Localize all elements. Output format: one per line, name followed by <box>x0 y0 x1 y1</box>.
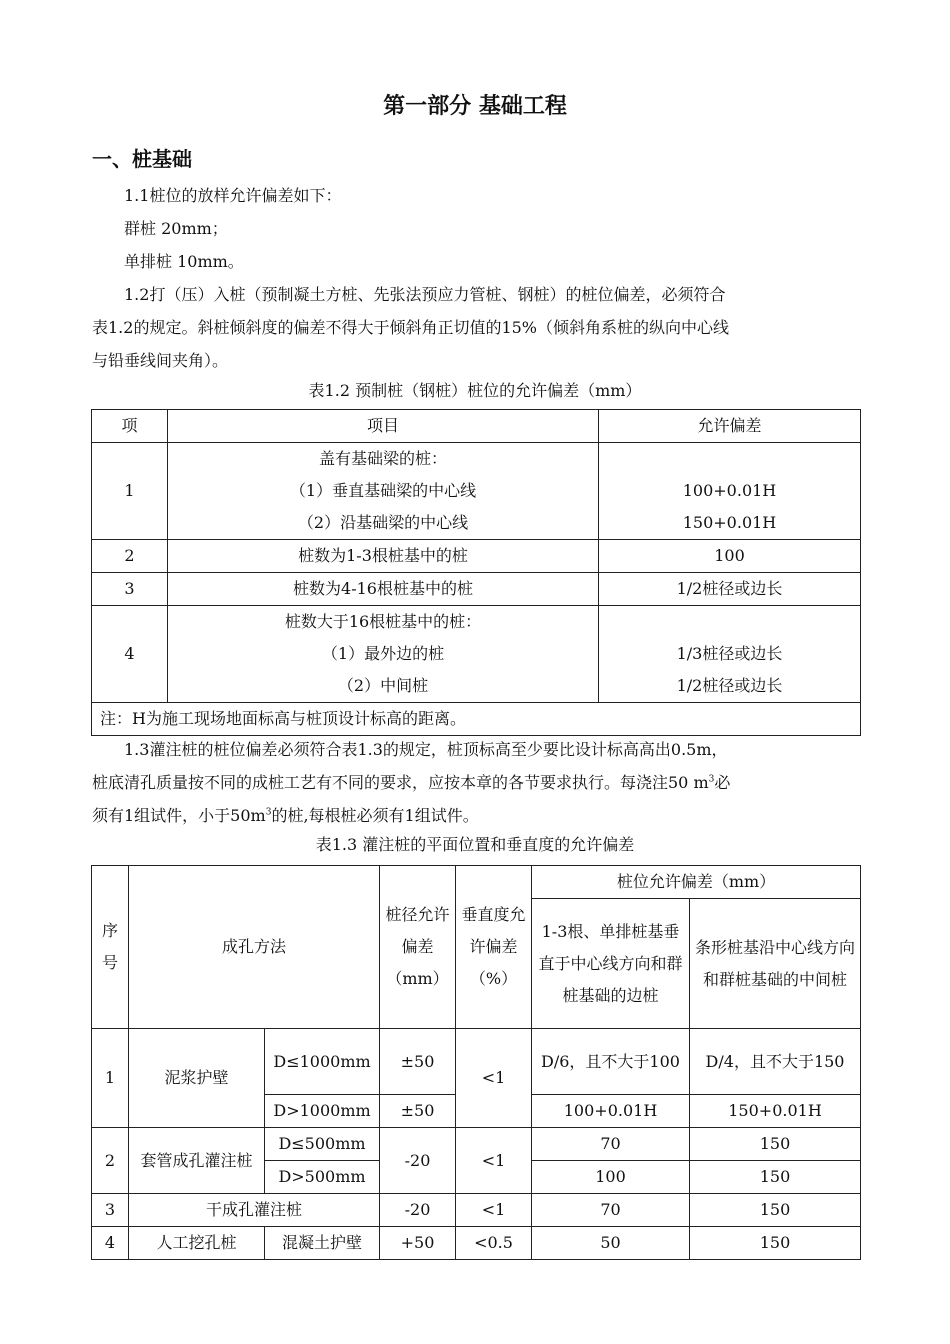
table-cell: 2 <box>92 540 168 573</box>
table-header: 桩位允许偏差（mm） <box>532 866 861 899</box>
paragraph-1-2-line1: 1.2打（压）入桩（预制凝土方桩、先张法预应力管桩、钢桩）的桩位偏差，必须符合 <box>124 285 726 304</box>
cell-line: 100+0.01H <box>682 481 777 500</box>
table-cell: 套管成孔灌注桩 <box>129 1128 265 1194</box>
cell-line: （1）最外边的桩 <box>321 644 445 663</box>
paragraph-1-1-single: 单排桩 10mm。 <box>124 252 244 271</box>
table-cell: 泥浆护壁 <box>129 1029 265 1128</box>
table-header: 序号 <box>92 866 129 1029</box>
cell-line: （2）沿基础梁的中心线 <box>297 513 469 532</box>
table-cell: -20 <box>380 1128 456 1194</box>
cell-line: 150+0.01H <box>682 513 777 532</box>
table-cell: 150 <box>690 1227 861 1260</box>
table-cell: D/6，且不大于100 <box>532 1029 690 1095</box>
section-heading: 一、桩基础 <box>92 147 192 171</box>
page-title: 第一部分 基础工程 <box>383 94 567 119</box>
text-run: 的桩,每根桩必须有1组试件。 <box>271 806 479 825</box>
paragraph-1-1-group: 群桩 20mm； <box>124 219 228 238</box>
table-cell: 桩数为1-3根桩基中的桩 <box>168 540 599 573</box>
table-cell: 50 <box>532 1227 690 1260</box>
table-header: 垂直度允许偏差（%） <box>456 866 532 1029</box>
paragraph-1-2-line2: 表1.2的规定。斜桩倾斜度的偏差不得大于倾斜角正切值的15%（倾斜角系桩的纵向中心线 <box>92 318 730 337</box>
table-header: 允许偏差 <box>599 410 861 443</box>
table-cell: 150 <box>690 1161 861 1194</box>
table-header: 1-3根、单排桩基垂直于中心线方向和群桩基础的边桩 <box>532 899 690 1029</box>
table-header: 项目 <box>168 410 599 443</box>
table-cell: <0.5 <box>456 1227 532 1260</box>
cell-line: （2）中间桩 <box>337 676 429 695</box>
table-header: 条形桩基沿中心线方向和群桩基础的中间桩 <box>690 899 861 1029</box>
paragraph-1-1: 1.1桩位的放样允许偏差如下： <box>124 186 342 205</box>
paragraph-1-3-line3 <box>92 799 860 832</box>
table-cell: <1 <box>456 1029 532 1128</box>
table-note: 注：H为施工现场地面标高与桩顶设计标高的距离。 <box>92 703 861 736</box>
table-cell <box>168 606 599 703</box>
table-cell: 人工挖孔桩 <box>129 1227 265 1260</box>
table-cell: 1 <box>92 1029 129 1128</box>
table-cell: 70 <box>532 1194 690 1227</box>
table-1-3 <box>91 865 861 1260</box>
table-cell: 150+0.01H <box>690 1095 861 1128</box>
table-header: 成孔方法 <box>129 866 380 1029</box>
table-header: 桩径允许偏差（mm） <box>380 866 456 1029</box>
table-cell: ±50 <box>380 1095 456 1128</box>
table-row <box>92 410 861 443</box>
table-row <box>92 1194 861 1227</box>
table-cell: 70 <box>532 1128 690 1161</box>
cell-line: 盖有基础梁的桩： <box>318 449 447 468</box>
table-cell: 150 <box>690 1128 861 1161</box>
cell-line <box>603 443 856 475</box>
table-cell: 3 <box>92 573 168 606</box>
table-row <box>92 606 861 703</box>
superscript: 3 <box>265 807 272 818</box>
table-cell: 2 <box>92 1128 129 1194</box>
table-cell: 干成孔灌注桩 <box>129 1194 380 1227</box>
table-row <box>92 443 861 540</box>
table-row <box>92 1227 861 1260</box>
table-cell: +50 <box>380 1227 456 1260</box>
table-cell: D≤500mm <box>265 1128 380 1161</box>
table-cell: <1 <box>456 1128 532 1194</box>
table-cell: D≤1000mm <box>265 1029 380 1095</box>
table-cell <box>168 443 599 540</box>
cell-line <box>603 606 856 638</box>
table-cell: D/4，且不大于150 <box>690 1029 861 1095</box>
table-cell: <1 <box>456 1194 532 1227</box>
superscript: 3 <box>708 774 715 785</box>
table-cell: 3 <box>92 1194 129 1227</box>
table-row <box>92 540 861 573</box>
cell-line: （1）垂直基础梁的中心线 <box>289 481 477 500</box>
table-cell: 1 <box>92 443 168 540</box>
table-row <box>92 1029 861 1095</box>
table-cell: 100 <box>532 1161 690 1194</box>
table-cell: 混凝土护壁 <box>265 1227 380 1260</box>
cell-line: 1/3桩径或边长 <box>676 644 783 663</box>
text-run: 桩底清孔质量按不同的成桩工艺有不同的要求，应按本章的各节要求执行。每浇注50 m <box>92 773 709 792</box>
table-1-2 <box>91 409 861 736</box>
table-row <box>92 1128 861 1161</box>
table-header: 项 <box>92 410 168 443</box>
paragraph-1-3-line1: 1.3灌注桩的桩位偏差必须符合表1.3的规定，桩顶标高至少要比设计标高高出0.5m， <box>124 740 728 759</box>
table-cell: D>500mm <box>265 1161 380 1194</box>
table-cell: 4 <box>92 606 168 703</box>
text-run: 须有1组试件，小于50m <box>92 806 266 825</box>
table-cell: 100+0.01H <box>532 1095 690 1128</box>
table-row <box>92 573 861 606</box>
table-cell: 1/2桩径或边长 <box>599 573 861 606</box>
table-row <box>92 866 861 899</box>
cell-line: 1/2桩径或边长 <box>676 676 783 695</box>
table-cell <box>599 443 861 540</box>
cell-line: 桩数大于16根桩基中的桩： <box>284 612 482 631</box>
table-cell: 100 <box>599 540 861 573</box>
table-1-3-caption: 表1.3 灌注桩的平面位置和垂直度的允许偏差 <box>315 835 635 854</box>
table-cell: 4 <box>92 1227 129 1260</box>
text-run: 必 <box>714 773 731 792</box>
paragraph-1-3-line2 <box>92 766 860 799</box>
table-cell <box>599 606 861 703</box>
table-cell: ±50 <box>380 1029 456 1095</box>
table-1-2-caption: 表1.2 预制桩（钢桩）桩位的允许偏差（mm） <box>308 381 642 400</box>
table-cell: 150 <box>690 1194 861 1227</box>
table-row <box>92 703 861 736</box>
paragraph-1-2-line3: 与铅垂线间夹角）。 <box>92 351 229 370</box>
table-cell: D>1000mm <box>265 1095 380 1128</box>
table-cell: 桩数为4-16根桩基中的桩 <box>168 573 599 606</box>
table-cell: -20 <box>380 1194 456 1227</box>
